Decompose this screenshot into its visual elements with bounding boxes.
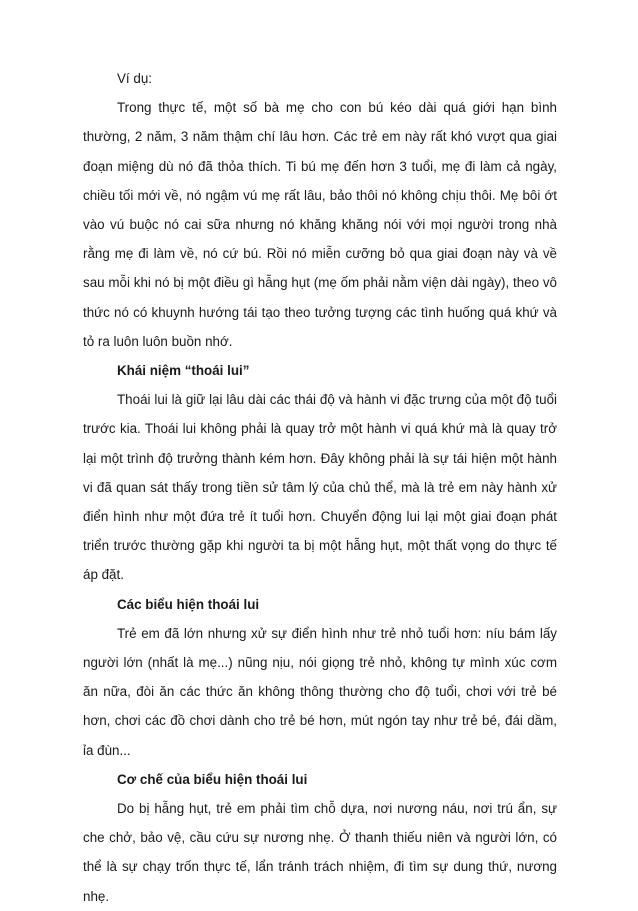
section-heading-regression-mechanism: Cơ chế của biểu hiện thoái lui: [117, 771, 308, 787]
section-heading-regression-signs: Các biểu hiện thoái lui: [117, 596, 260, 612]
section-paragraph-regression-concept: Thoái lui là giữ lại lâu dài các thái độ và hành vi đặc trưng của một độ tuổi trước kia. Thoái lui không phải là quay trở một hành vi quá khứ mà là quay trở lại một trình độ trưởng thành kém hơn. Đây không phải là sự tái hiện một hành vi đã quan sát thấy trong tiền sử tâm lý của chủ thể, mà là trẻ em này hành xử điển hình như một đứa trẻ ít tuổi hơn. Chuyển động lui lại một giai đoạn phát triển trước thường gặp khi người ta bị một hẫng hụt, một thất vọng do thực tế áp đặt.: [83, 392, 557, 583]
document-page: [83, 64, 557, 911]
section-paragraph-regression-signs: Trẻ em đã lớn nhưng xử sự điển hình như trẻ nhỏ tuổi hơn: níu bám lấy người lớn (nhất là mẹ...) nũng nịu, nói giọng trẻ nhỏ, không tự mình xúc cơm ăn nữa, đòi ăn các thức ăn không thông thường cho độ tuổi, chơi với trẻ bé hơn, chơi các đồ chơi dành cho trẻ bé hơn, mút ngón tay như trẻ bé, đái dầm, ỉa đùn...: [83, 625, 557, 758]
section-heading-regression-concept: Khái niệm “thoái lui”: [117, 363, 250, 379]
example-label: Ví dụ:: [117, 71, 152, 86]
section-paragraph-regression-mechanism: Do bị hẫng hụt, trẻ em phải tìm chỗ dựa, nơi nương náu, nơi trú ẩn, sự che chở, bảo vệ, cầu cứu sự nương nhẹ. Ở thanh thiếu niên và người lớn, có thể là sự chạy trốn thực tế, lẩn tránh trách nhiệm, đi tìm sự dung thứ, nương nhẹ.: [83, 801, 557, 904]
example-paragraph: Trong thực tế, một số bà mẹ cho con bú kéo dài quá giới hạn bình thường, 2 năm, 3 năm thậm chí lâu hơn. Các trẻ em này rất khó vượt qua giai đoạn miệng dù nó đã thỏa thích. Ti bú mẹ đến hơn 3 tuổi, mẹ đi làm cả ngày, chiều tối mới về, nó ngậm vú mẹ rất lâu, bảo thôi nó không chịu thôi. Mẹ bôi ớt vào vú buộc nó cai sữa nhưng nó khăng khăng nói với mọi người trong nhà rằng mẹ đi làm về, nó cứ bú. Rồi nó miễn cưỡng bỏ qua giai đoạn này và về sau mỗi khi nó bị một điều gì hẫng hụt (mẹ ốm phải nằm viện dài ngày), theo vô thức nó có khuynh hướng tái tạo theo tưởng tượng các tình huống quá khứ và tỏ ra luôn luôn buồn nhớ.: [83, 100, 557, 349]
